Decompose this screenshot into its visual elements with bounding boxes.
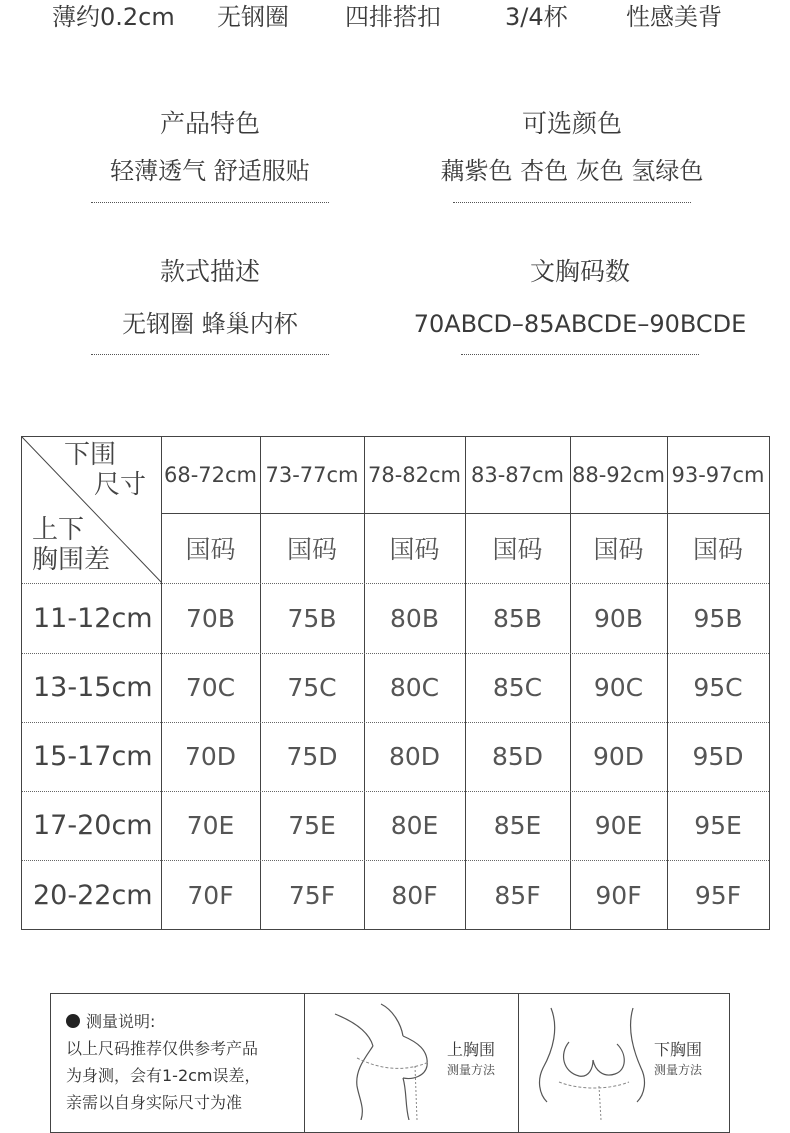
corner-bust-diff-text: 胸围差: [32, 545, 111, 575]
measurement-line: 亲需以自身实际尺寸为准: [66, 1093, 243, 1112]
corner-bust-difference-label: [32, 515, 110, 575]
bra-sizes-value: 70ABCD–85ABCDE–90BCDE: [413, 310, 747, 338]
bust-difference-label: 13-15cm: [33, 672, 153, 703]
size-cell: 95E: [694, 811, 742, 840]
size-cell: 90F: [595, 880, 642, 910]
upper-bust-method: 测量方法: [447, 1063, 496, 1077]
size-cell: 95D: [692, 742, 744, 771]
size-cell: 85D: [491, 742, 544, 771]
feature-hooks: 四排搭扣: [345, 3, 441, 31]
underbust-range-header: 93-97cm: [671, 463, 765, 487]
size-cell: 90C: [593, 673, 644, 702]
product-feature-value: 轻薄透气 舒适服贴: [110, 157, 310, 185]
size-chart-table: [21, 436, 770, 930]
corner-updown-text: 上下: [32, 515, 85, 545]
product-feature-block: [90, 108, 330, 187]
bust-difference-label: 15-17cm: [33, 741, 153, 772]
bullet-icon: [66, 1014, 80, 1028]
size-cell: 70E: [186, 811, 235, 840]
underbust-range-header: 83-87cm: [470, 463, 565, 487]
size-cell: 80B: [390, 603, 439, 633]
bust-difference-label: 17-20cm: [33, 810, 153, 841]
measurement-box: [50, 993, 730, 1133]
lower-bust-illustration: [529, 998, 659, 1120]
national-code-header: 国码: [185, 535, 236, 564]
size-cell: 85B: [493, 603, 542, 633]
section-divider: [304, 994, 305, 1132]
section-divider: [518, 994, 519, 1132]
size-cell: 75C: [287, 673, 337, 702]
lower-bust-label: 下胸围: [654, 1040, 703, 1059]
size-cell: 70F: [187, 880, 234, 910]
size-cell: 75D: [286, 742, 338, 771]
divider: [91, 202, 329, 203]
size-cell: 70C: [185, 673, 236, 702]
size-cell: 70D: [184, 742, 237, 771]
style-description-value: 无钢圈 蜂巢内杯: [122, 310, 298, 338]
corner-underbust-label: [60, 440, 146, 500]
size-cell: 90E: [594, 811, 643, 840]
product-feature-heading: 产品特色: [159, 109, 260, 138]
underbust-range-header: 88-92cm: [571, 463, 666, 487]
national-code-header: 国码: [389, 535, 440, 564]
color-options-heading: 可选颜色: [521, 109, 622, 138]
size-cell: 85E: [493, 811, 542, 840]
size-cell: 95B: [693, 603, 743, 633]
size-cell: 95C: [693, 673, 743, 702]
national-code-header: 国码: [286, 535, 337, 564]
size-cell: 75E: [288, 811, 336, 840]
measurement-title: 测量说明:: [86, 1012, 156, 1031]
size-cell: 85C: [492, 673, 543, 702]
divider: [461, 354, 699, 355]
lower-bust-method: 测量方法: [654, 1063, 703, 1077]
bust-difference-label: 11-12cm: [33, 602, 153, 634]
size-cell: 75B: [287, 603, 337, 633]
style-description-heading: 款式描述: [159, 257, 260, 286]
underbust-range-header: 68-72cm: [163, 463, 258, 487]
underbust-range-header: 78-82cm: [367, 463, 462, 487]
color-options-value: 藕紫色 杏色 灰色 氢绿色: [440, 157, 704, 185]
size-cell: 80C: [389, 673, 440, 702]
corner-size-text: 尺寸: [94, 470, 147, 500]
measurement-line: 以上尺码推荐仅供参考产品: [66, 1039, 259, 1058]
size-cell: 70B: [186, 603, 235, 633]
national-code-header: 国码: [692, 535, 743, 564]
feature-wireless: 无钢圈: [217, 3, 289, 31]
size-cell: 75F: [288, 880, 336, 910]
feature-strip: [0, 0, 790, 34]
feature-cup: 3/4杯: [505, 3, 568, 31]
measurement-line: 为身测，会有1-2cm误差，: [66, 1066, 261, 1085]
style-description-block: [90, 256, 330, 340]
upper-bust-illustration: [321, 998, 451, 1120]
bra-sizes-block: [385, 256, 775, 340]
color-options-block: [392, 108, 752, 187]
divider: [91, 354, 329, 355]
corner-underbust-text: 下围: [64, 440, 117, 470]
feature-thickness: 薄约0.2cm: [52, 3, 175, 31]
bust-difference-label: 20-22cm: [33, 879, 153, 911]
size-cell: 95F: [694, 880, 742, 910]
size-cell: 90B: [594, 603, 643, 633]
size-cell: 80D: [388, 742, 441, 771]
underbust-range-header: 73-77cm: [265, 463, 359, 487]
size-cell: 90D: [592, 742, 645, 771]
feature-back: 性感美背: [626, 3, 722, 31]
national-code-header: 国码: [492, 535, 543, 564]
divider: [453, 202, 691, 203]
measurement-notes: [66, 1008, 261, 1116]
national-code-header: 国码: [593, 535, 644, 564]
upper-bust-label: 上胸围: [447, 1040, 496, 1059]
bra-sizes-heading: 文胸码数: [529, 257, 630, 286]
size-cell: 85F: [494, 880, 541, 910]
size-cell: 80E: [390, 811, 439, 840]
size-cell: 80F: [391, 880, 438, 910]
